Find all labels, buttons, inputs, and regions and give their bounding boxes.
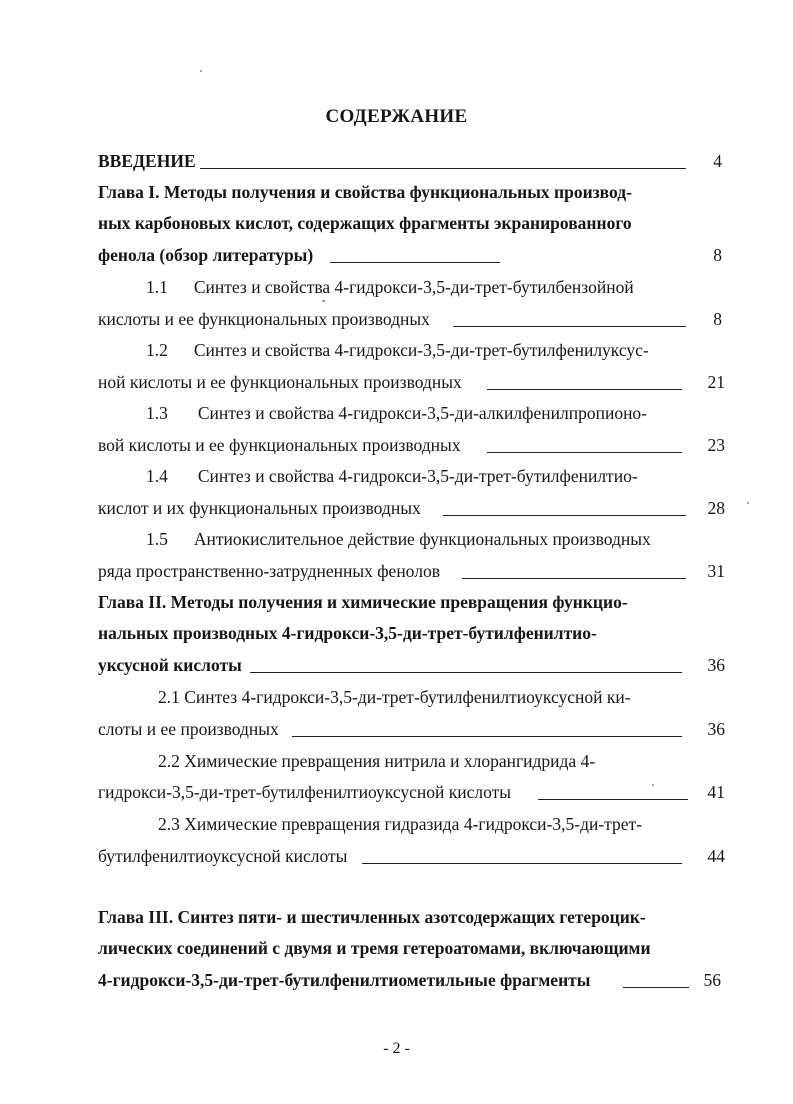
leader-line xyxy=(200,168,686,169)
toc-section-2-3: бутилфенилтиоуксусной кислоты xyxy=(98,846,348,866)
page-number: 23 xyxy=(707,435,725,455)
toc-chapter-1: фенола (обзор литературы) xyxy=(98,245,314,265)
section-title: Антиокислительное действие функциональных производных xyxy=(193,529,651,549)
leader-line xyxy=(362,863,682,864)
section-number: 1.3 xyxy=(146,403,168,423)
toc-section-1-3 xyxy=(146,402,647,424)
leader-line xyxy=(623,987,689,988)
section-title: Синтез и свойства 4-гидрокси-3,5-ди-трет-бутилбензойной xyxy=(193,277,634,297)
leader-line xyxy=(250,672,682,673)
toc-section-1-2 xyxy=(146,339,649,361)
toc-section-2-3: 2.3 Химические превращения гидразида 4-гидрокси-3,5-ди-трет- xyxy=(158,814,643,834)
page-number: 56 xyxy=(703,970,721,990)
toc-chapter-3: 4-гидрокси-3,5-ди-трет-бутилфенилтиометильные фрагменты xyxy=(98,970,591,990)
scan-speck xyxy=(200,70,202,72)
toc-section-2-1: 2.1 Синтез 4-гидрокси-3,5-ди-трет-бутилфенилтиоуксусной ки- xyxy=(158,687,631,707)
leader-line xyxy=(538,799,688,800)
page-number: 31 xyxy=(707,561,725,581)
leader-line xyxy=(330,262,500,263)
toc-chapter-1: Глава I. Методы получения и свойства функциональных производ- xyxy=(98,182,632,202)
scan-speck xyxy=(747,502,749,504)
toc-chapter-3: лических соединений с двумя и тремя гетероатомами, включающими xyxy=(98,938,651,958)
page-number: 8 xyxy=(713,245,722,265)
toc-chapter-2: уксусной кислоты xyxy=(98,655,242,675)
leader-line xyxy=(453,326,686,327)
section-title: Синтез и свойства 4-гидрокси-3,5-ди-алкилфенилпропионо- xyxy=(197,403,648,423)
toc-section-1-5 xyxy=(146,528,651,550)
scan-speck xyxy=(652,784,654,786)
toc-section-1-1 xyxy=(146,276,634,298)
leader-line xyxy=(292,736,682,737)
section-title: Синтез и свойства 4-гидрокси-3,5-ди-трет-бутилфенилуксус- xyxy=(193,340,649,360)
page-number: 41 xyxy=(707,782,725,802)
toc-section-1-3: вой кислоты и ее функциональных производных xyxy=(98,435,461,455)
leader-line xyxy=(462,578,686,579)
section-number: 1.5 xyxy=(146,529,168,549)
toc-section-1-5: ряда пространственно-затрудненных фенолов xyxy=(98,561,440,581)
page-number: 4 xyxy=(713,151,722,171)
page-number: 36 xyxy=(707,719,725,739)
toc-section-2-1: слоты и ее производных xyxy=(98,719,279,739)
toc-section-1-2: ной кислоты и ее функциональных производных xyxy=(98,372,462,392)
toc-chapter-2: нальных производных 4-гидрокси-3,5-ди-трет-бутилфенилтио- xyxy=(98,623,597,643)
toc-section-2-2: 2.2 Химические превращения нитрила и хлорангидрида 4- xyxy=(158,751,596,771)
scan-speck xyxy=(322,300,325,302)
section-number: 1.1 xyxy=(146,277,168,297)
page-number: 36 xyxy=(707,655,725,675)
toc-section-1-1: кислоты и ее функциональных производных xyxy=(98,309,430,329)
page-number: 28 xyxy=(707,498,725,518)
toc-chapter-2: Глава II. Методы получения и химические превращения функцио- xyxy=(98,592,628,612)
leader-line xyxy=(443,515,686,516)
section-number: 1.4 xyxy=(146,466,168,486)
page-footer-number: - 2 - xyxy=(383,1040,410,1057)
leader-line xyxy=(487,389,682,390)
page-number: 21 xyxy=(707,372,725,392)
toc-entry-introduction: ВВЕДЕНИЕ xyxy=(98,151,196,171)
leader-line xyxy=(487,452,682,453)
toc-chapter-1: ных карбоновых кислот, содержащих фрагменты экранированного xyxy=(98,213,632,233)
section-number: 1.2 xyxy=(146,340,168,360)
page-number: 8 xyxy=(713,309,722,329)
page-number: 44 xyxy=(707,846,725,866)
section-title: Синтез и свойства 4-гидрокси-3,5-ди-трет-бутилфенилтио- xyxy=(197,466,638,486)
toc-section-1-4: кислот и их функциональных производных xyxy=(98,498,421,518)
toc-section-1-4 xyxy=(146,465,638,487)
contents-title: СОДЕРЖАНИЕ xyxy=(325,106,468,127)
toc-chapter-3: Глава III. Синтез пяти- и шестичленных азотсодержащих гетероцик- xyxy=(98,907,646,927)
toc-section-2-2: гидрокси-3,5-ди-трет-бутилфенилтиоуксусной кислоты xyxy=(98,782,512,802)
